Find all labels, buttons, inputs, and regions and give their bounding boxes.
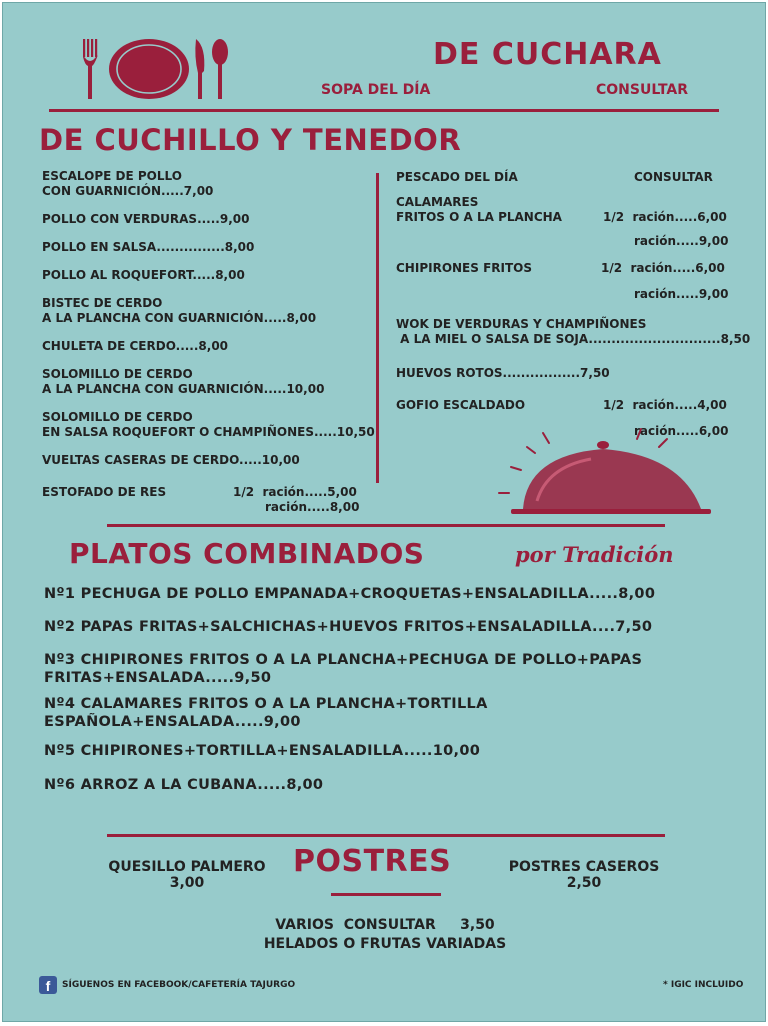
gofio-half: 1/2 ración.....4,00 — [603, 398, 727, 412]
calamares-l1: CALAMARES — [396, 195, 479, 209]
list-item: ESCALOPE DE POLLO CON GUARNICIÓN.....7,00 — [42, 169, 214, 198]
chipirones-name: CHIPIRONES FRITOS — [396, 261, 533, 275]
postre-quesillo: QUESILLO PALMERO 3,00 — [108, 859, 266, 891]
list-item: POLLO AL ROQUEFORT.....8,00 — [42, 268, 245, 282]
combo-item-3: Nº3 CHIPIRONES FRITOS O A LA PLANCHA+PECHUGA DE POLLO+PAPAS FRITAS+ENSALADA.....9,50 — [44, 652, 643, 686]
facebook-icon[interactable]: f — [39, 976, 57, 994]
menu-page — [2, 2, 766, 1022]
wok-l1: WOK DE VERDURAS Y CHAMPIÑONES — [396, 317, 647, 331]
postre-helados: HELADOS O FRUTAS VARIADAS — [263, 936, 507, 952]
combo-item-4: Nº4 CALAMARES FRITOS O A LA PLANCHA+TORTILLA ESPAÑOLA+ENSALADA.....9,00 — [44, 696, 488, 730]
calamares-half: 1/2 ración.....6,00 — [603, 210, 727, 224]
combo-item-6: Nº6 ARROZ A LA CUBANA.....8,00 — [44, 777, 324, 793]
postres-title: POSTRES — [293, 844, 452, 879]
estofado-half: 1/2 ración.....5,00 — [233, 485, 357, 499]
gofio-name: GOFIO ESCALDADO — [396, 398, 526, 412]
postres-underline — [331, 893, 441, 896]
postre-varios: VARIOS CONSULTAR 3,50 — [275, 917, 495, 933]
estofado-full: ración.....8,00 — [265, 500, 360, 514]
cuchillo-divider — [107, 524, 665, 527]
de-cuchara-title: DE CUCHARA — [433, 37, 662, 72]
tax-note: * IGIC INCLUIDO — [663, 980, 744, 990]
huevos-name: HUEVOS ROTOS.................7,50 — [396, 366, 610, 380]
cuchillo-left-list — [42, 169, 375, 468]
combo-item-5: Nº5 CHIPIRONES+TORTILLA+ENSALADILLA.....10,00 — [44, 743, 481, 759]
header-divider — [49, 109, 719, 112]
calamares-full: ración.....9,00 — [634, 234, 729, 248]
list-item: SOLOMILLO DE CERDO A LA PLANCHA CON GUARNICIÓN.....10,00 — [42, 367, 325, 396]
combinados-divider — [107, 834, 665, 837]
soup-price: CONSULTAR — [596, 82, 689, 98]
column-divider — [376, 173, 379, 483]
list-item: CHULETA DE CERDO.....8,00 — [42, 339, 229, 353]
combo-item-1: Nº1 PECHUGA DE POLLO EMPANADA+CROQUETAS+ENSALADILLA.....8,00 — [44, 586, 656, 602]
cutlery-plate-icon — [79, 37, 233, 103]
soup-label: SOPA DEL DÍA — [321, 82, 431, 98]
chipirones-half: 1/2 ración.....6,00 — [601, 261, 725, 275]
pescado-price: CONSULTAR — [634, 170, 713, 184]
combinados-title: PLATOS COMBINADOS — [69, 537, 425, 570]
estofado-name: ESTOFADO DE RES — [42, 485, 167, 499]
chipirones-full: ración.....9,00 — [634, 287, 729, 301]
list-item: POLLO CON VERDURAS.....9,00 — [42, 212, 250, 226]
combo-item-2: Nº2 PAPAS FRITAS+SALCHICHAS+HUEVOS FRITOS+ENSALADILLA....7,50 — [44, 619, 653, 635]
combinados-tagline: por Tradición — [515, 542, 674, 567]
wok-l2: A LA MIEL O SALSA DE SOJA.............................8,50 — [396, 332, 751, 346]
list-item: BISTEC DE CERDO A LA PLANCHA CON GUARNICIÓN.....8,00 — [42, 296, 317, 325]
postre-caseros: POSTRES CASEROS 2,50 — [508, 859, 660, 891]
social-link[interactable]: SÍGUENOS EN FACEBOOK/CAFETERÍA TAJURGO — [62, 980, 296, 990]
list-item: POLLO EN SALSA...............8,00 — [42, 240, 255, 254]
pescado-name: PESCADO DEL DÍA — [396, 170, 518, 184]
gofio-full: ración.....6,00 — [634, 424, 729, 438]
cuchillo-title: DE CUCHILLO Y TENEDOR — [39, 123, 462, 157]
list-item: VUELTAS CASERAS DE CERDO.....10,00 — [42, 453, 300, 467]
cloche-icon — [491, 427, 715, 523]
calamares-l2: FRITOS O A LA PLANCHA — [396, 210, 562, 224]
list-item: SOLOMILLO DE CERDO EN SALSA ROQUEFORT O CHAMPIÑONES.....10,50 — [42, 410, 375, 439]
